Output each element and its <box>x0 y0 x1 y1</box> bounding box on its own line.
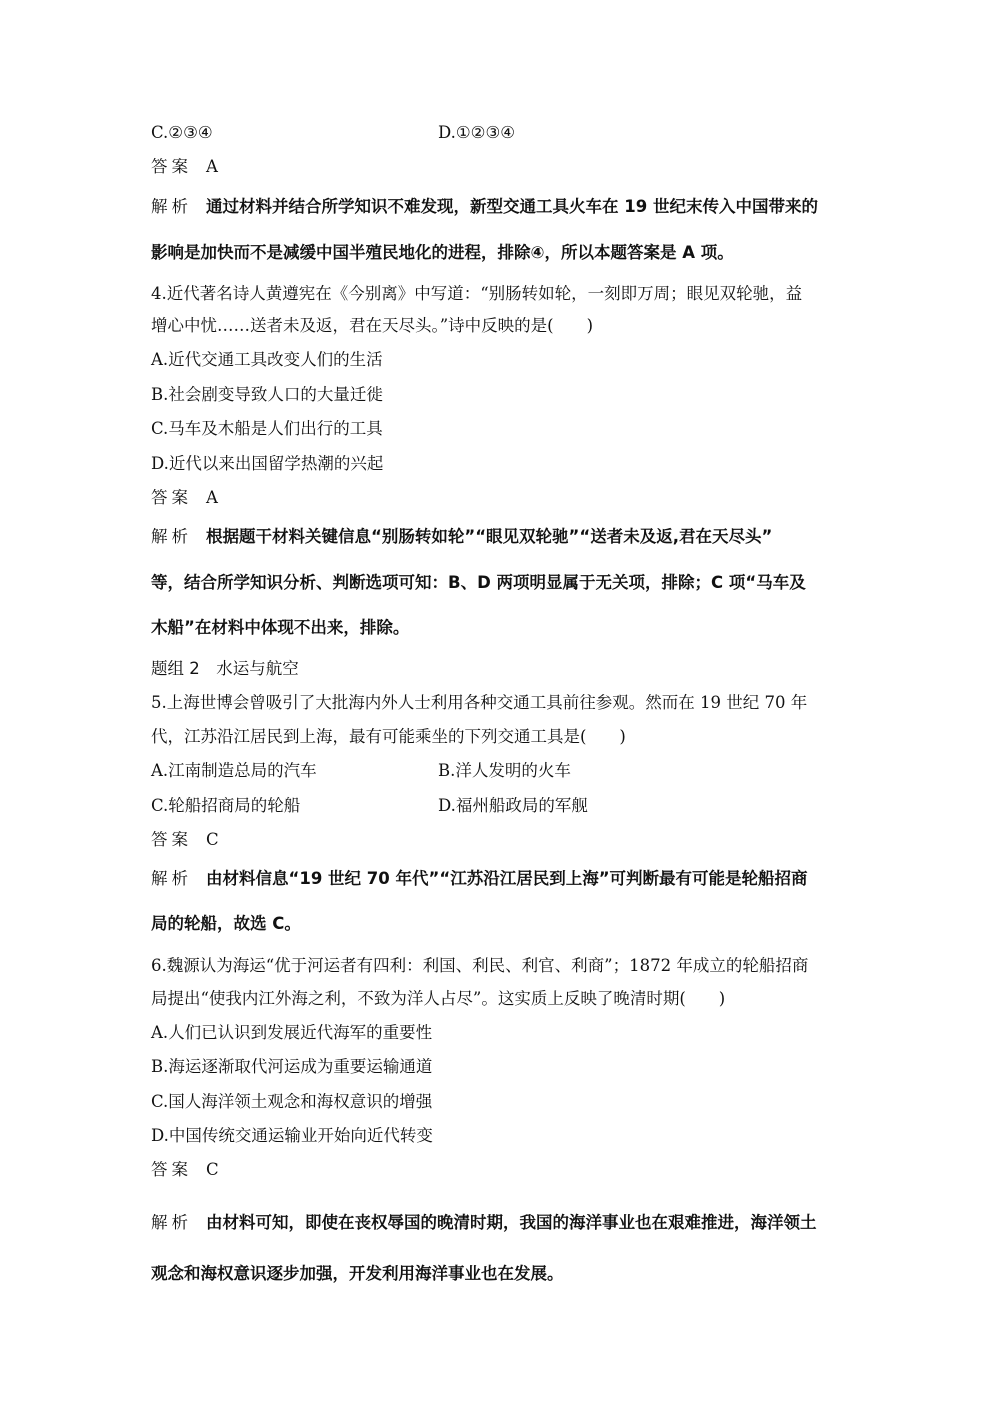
q6-option-c: C.国人海洋领土观念和海权意识的增强 <box>151 1092 433 1111</box>
answer-value: C <box>206 1160 219 1179</box>
q6-option-a: A.人们已认识到发展近代海军的重要性 <box>151 1023 433 1042</box>
explanation-text: 通过材料并结合所学知识不难发现，新型交通工具火车在 19 世纪末传入中国带来的 <box>206 197 818 216</box>
answer-label: 答案 <box>151 488 192 507</box>
answer-label: 答案 <box>151 830 192 849</box>
q3-option-c: C.②③④ <box>151 123 213 142</box>
q3-explanation-line2: 影响是加快而不是减缓中国半殖民地化的进程，排除④，所以本题答案是 A 项。 <box>151 243 734 262</box>
q3-option-d: D.①②③④ <box>438 123 516 142</box>
q4-option-c: C.马车及木船是人们出行的工具 <box>151 419 383 438</box>
q4-stem-line1: 4.近代著名诗人黄遵宪在《今别离》中写道：“别肠转如轮，一刻即万周；眼见双轮驰，益 <box>151 284 803 303</box>
q6-explanation-line2: 观念和海权意识逐步加强，开发利用海洋事业也在发展。 <box>151 1264 564 1283</box>
q5-option-a: A.江南制造总局的汽车 <box>151 761 317 780</box>
q4-option-a: A.近代交通工具改变人们的生活 <box>151 350 383 369</box>
q5-explanation-line2: 局的轮船，故选 C。 <box>151 914 301 933</box>
q4-explanation-line2: 等，结合所学知识分析、判断选项可知：B、D 两项明显属于无关项，排除；C 项“马车及 <box>151 573 806 592</box>
q4-option-d: D.近代以来出国留学热潮的兴起 <box>151 454 384 473</box>
explanation-text: 由材料可知，即使在丧权辱国的晚清时期，我国的海洋事业也在艰难推进，海洋领土 <box>206 1213 817 1232</box>
answer-label: 答案 <box>151 1160 192 1179</box>
q4-option-b: B.社会剧变导致人口的大量迁徙 <box>151 385 383 404</box>
q3-answer <box>151 156 851 178</box>
answer-value: A <box>206 488 218 507</box>
q5-option-b: B.洋人发明的火车 <box>438 761 571 780</box>
group2-heading: 题组 2 水运与航空 <box>151 659 299 678</box>
q6-stem-line1: 6.魏源认为海运“优于河运者有四利：利国、利民、利官、利商”；1872 年成立的轮船招商 <box>151 956 809 975</box>
q6-explanation-line1 <box>151 1212 851 1234</box>
answer-value: A <box>206 157 218 176</box>
explanation-text: 根据题干材料关键信息“别肠转如轮”“眼见双轮驰”“送者未及返,君在天尽头” <box>206 527 773 546</box>
q4-answer <box>151 487 851 509</box>
q5-option-c: C.轮船招商局的轮船 <box>151 796 301 815</box>
q4-explanation-line1 <box>151 526 851 548</box>
explanation-label: 解析 <box>151 869 192 888</box>
answer-label: 答案 <box>151 157 192 176</box>
q5-option-d: D.福州船政局的军舰 <box>438 796 588 815</box>
q3-explanation-line1 <box>151 196 851 218</box>
q5-stem-line2: 代，江苏沿江居民到上海，最有可能乘坐的下列交通工具是( ) <box>151 727 626 746</box>
q5-explanation-line1 <box>151 868 851 890</box>
explanation-label: 解析 <box>151 527 192 546</box>
explanation-text: 由材料信息“19 世纪 70 年代”“江苏沿江居民到上海”可判断最有可能是轮船招商 <box>206 869 808 888</box>
q6-option-d: D.中国传统交通运输业开始向近代转变 <box>151 1126 433 1145</box>
q4-explanation-line3: 木船”在材料中体现不出来，排除。 <box>151 618 410 637</box>
answer-value: C <box>206 830 219 849</box>
q5-stem-line1: 5.上海世博会曾吸引了大批海内外人士利用各种交通工具前往参观。然而在 19 世纪 70 年 <box>151 693 808 712</box>
explanation-label: 解析 <box>151 1213 192 1232</box>
q6-stem-line2: 局提出“使我内江外海之利，不致为洋人占尽”。这实质上反映了晚清时期( ) <box>151 989 726 1008</box>
q6-answer <box>151 1159 851 1181</box>
q6-option-b: B.海运逐渐取代河运成为重要运输通道 <box>151 1057 433 1076</box>
explanation-label: 解析 <box>151 197 192 216</box>
q5-answer <box>151 829 851 851</box>
q4-stem-line2: 增心中忧……送者未及返，君在天尽头。”诗中反映的是( ) <box>151 316 594 335</box>
